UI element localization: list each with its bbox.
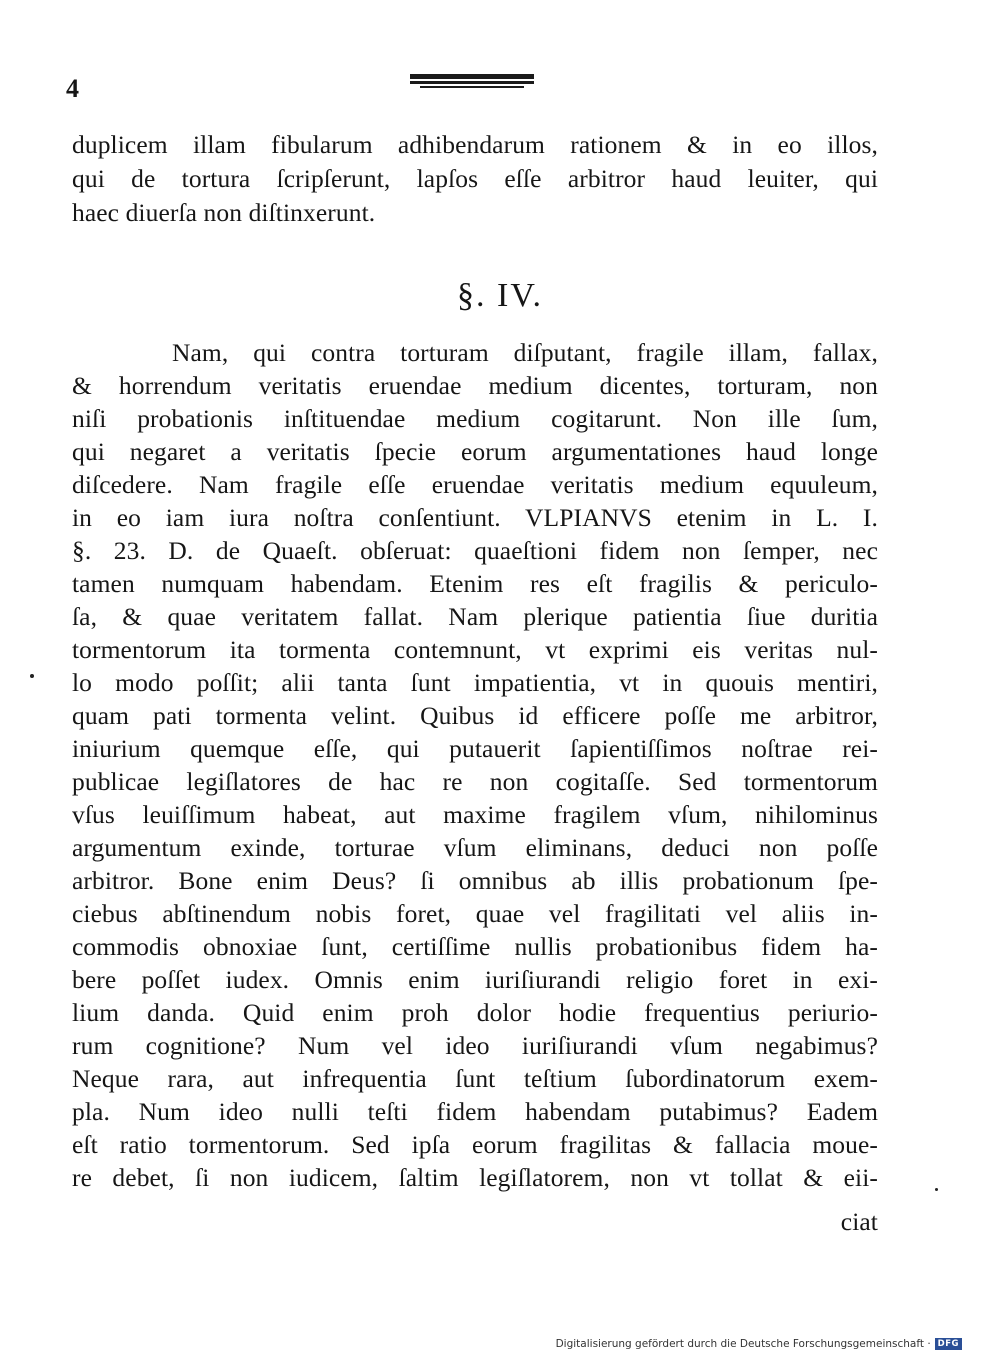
text-line: diſcedere. Nam fragile eſſe eruendae veritatis medium equuleum, — [72, 470, 878, 499]
text-line: quam pati tormenta velint. Quibus id efficere poſſe me arbitror, — [72, 701, 878, 730]
text-line: Nam, qui contra torturam diſputant, fragile illam, fallax, — [172, 338, 878, 367]
text-line: §. 23. D. de Quaeſt. obſeruat: quaeſtioni fidem non ſemper, nec — [72, 536, 878, 565]
text-line: & horrendum veritatis eruendae medium dicentes, torturam, non — [72, 371, 878, 400]
text-line: qui negaret a veritatis ſpecie eorum argumentationes haud longe — [72, 437, 878, 466]
text-line: ciebus abſtinendum nobis foret, quae vel fragilitati vel aliis in- — [72, 899, 878, 928]
text-line: lium danda. Quid enim proh dolor hodie frequentius periurio- — [72, 998, 878, 1027]
text-line: Neque rara, aut infrequentia ſunt teſtium ſubordinatorum exem- — [72, 1064, 878, 1093]
text-line: argumentum exinde, torturae vſum eliminans, deduci non poſſe — [72, 833, 878, 862]
ink-speck — [935, 1188, 938, 1191]
text-line: vſus leuiſſimum habeat, aut maxime fragilem vſum, nihilominus — [72, 800, 878, 829]
section-heading: §. IV. — [457, 277, 543, 314]
header-ornament — [410, 74, 534, 92]
text-line: in eo iam iura noſtra conſentiunt. VLPIANVS etenim in L. I. — [72, 503, 878, 532]
text-line: arbitror. Bone enim Deus? ſi omnibus ab illis probationum ſpe- — [72, 866, 878, 895]
text-line: duplicem illam fibularum adhibendarum rationem & in eo illos, — [72, 130, 878, 159]
digitization-credit — [556, 1338, 962, 1350]
ink-speck — [30, 674, 34, 678]
page-number: 4 — [66, 74, 79, 103]
text-line: qui de tortura ſcripſerunt, lapſos eſſe arbitror haud leuiter, qui — [72, 164, 878, 193]
text-line: bere poſſet iudex. Omnis enim iuriſiurandi religio foret in exi- — [72, 965, 878, 994]
text-line: ſa, & quae veritatem fallat. Nam plerique patientia ſiue duritia — [72, 602, 878, 631]
text-line: haec diuerſa non diſtinxerunt. — [72, 198, 376, 227]
credit-text: Digitalisierung gefördert durch die Deutsche Forschungsgemeinschaft · — [555, 1338, 931, 1350]
text-line: niſi probationis inſtituendae medium cogitarunt. Non ille ſum, — [72, 404, 878, 433]
text-line: publicae legiſlatores de hac re non cogitaſſe. Sed tormentorum — [72, 767, 878, 796]
text-line: tormentorum ita tormenta contemnunt, vt exprimi eis veritas nul- — [72, 635, 878, 664]
text-line: iniurium quemque eſſe, qui putauerit ſapientiſſimos noſtrae rei- — [72, 734, 878, 763]
text-line: commodis obnoxiae ſunt, certiſſime nullis probationibus fidem ha- — [72, 932, 878, 961]
text-line: re debet, ſi non iudicem, ſaltim legiſlatorem, non vt tollat & eii- — [72, 1163, 878, 1192]
text-line: tamen numquam habendam. Etenim res eſt fragilis & periculo- — [72, 569, 878, 598]
text-line: pla. Num ideo nulli teſti fidem habendam putabimus? Eadem — [72, 1097, 878, 1126]
dfg-logo: DFG — [935, 1338, 962, 1350]
text-line: eſt ratio tormentorum. Sed ipſa eorum fragilitas & fallacia moue- — [72, 1130, 878, 1159]
text-line: lo modo poſſit; alii tanta ſunt impatientia, vt in quouis mentiri, — [72, 668, 878, 697]
text-line: rum cognitione? Num vel ideo iuriſiurandi vſum negabimus? — [72, 1031, 878, 1060]
catchword: ciat — [840, 1207, 878, 1236]
